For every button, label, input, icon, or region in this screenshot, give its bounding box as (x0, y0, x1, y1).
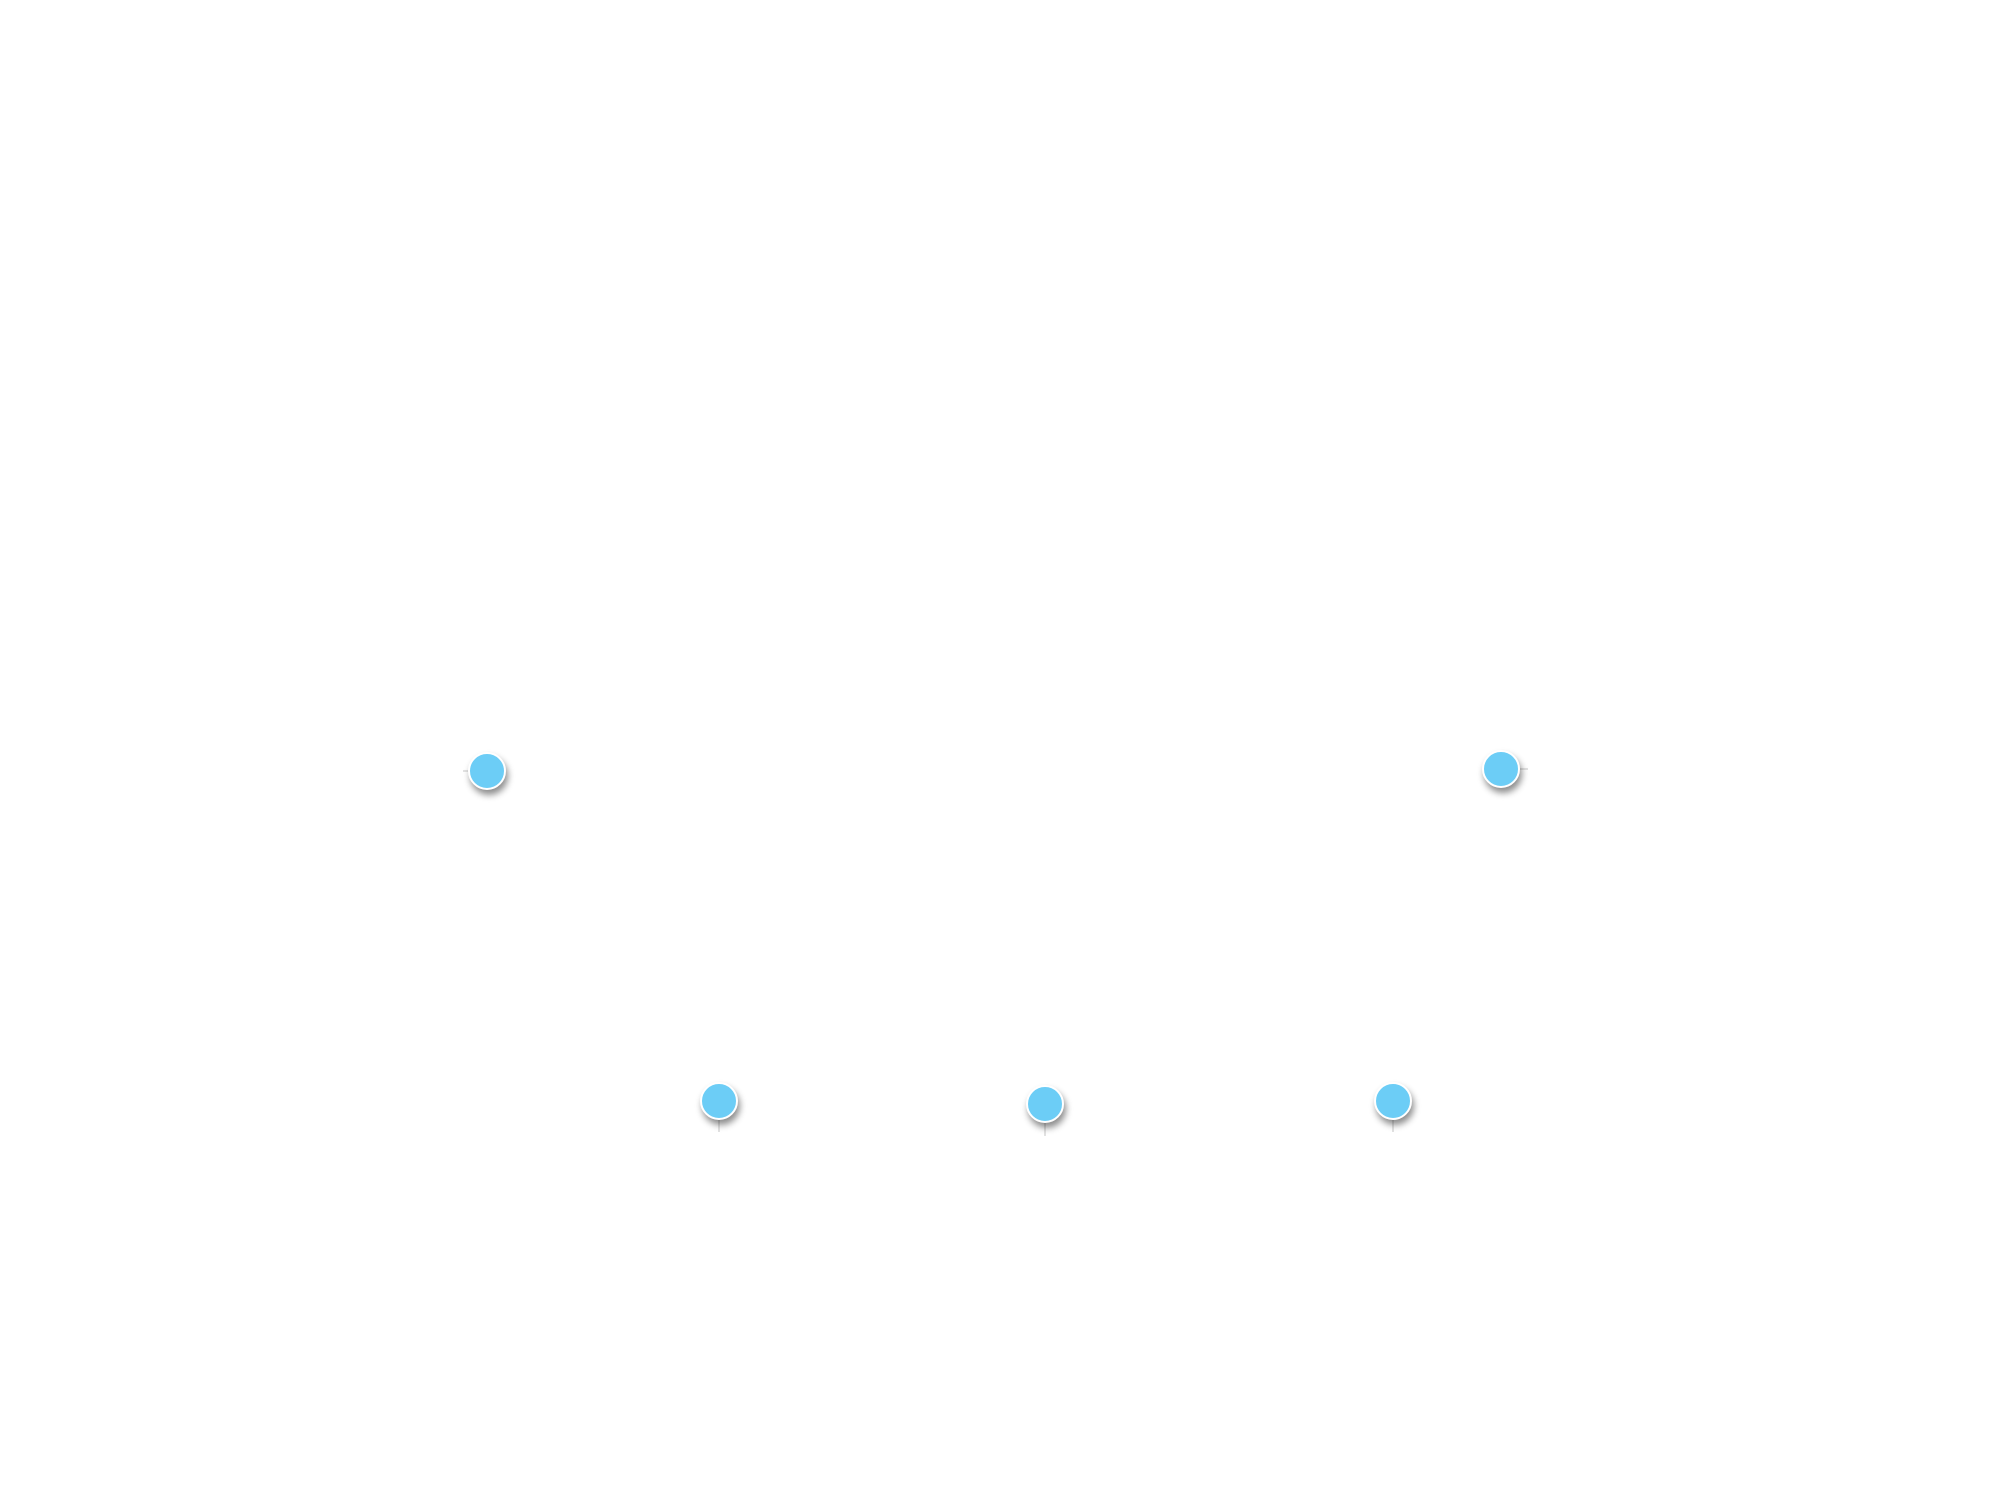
connector-line-bottom-right (1392, 1118, 1394, 1132)
hotspot-marker-bottom-right[interactable] (1374, 1082, 1412, 1120)
hotspot-marker-bottom-center[interactable] (1026, 1085, 1064, 1123)
hotspot-marker-right[interactable] (1482, 750, 1520, 788)
connector-line-bottom-center (1044, 1122, 1046, 1136)
hotspot-marker-left[interactable] (468, 752, 506, 790)
connector-line-bottom-left (718, 1118, 720, 1132)
hotspot-marker-bottom-left[interactable] (700, 1082, 738, 1120)
